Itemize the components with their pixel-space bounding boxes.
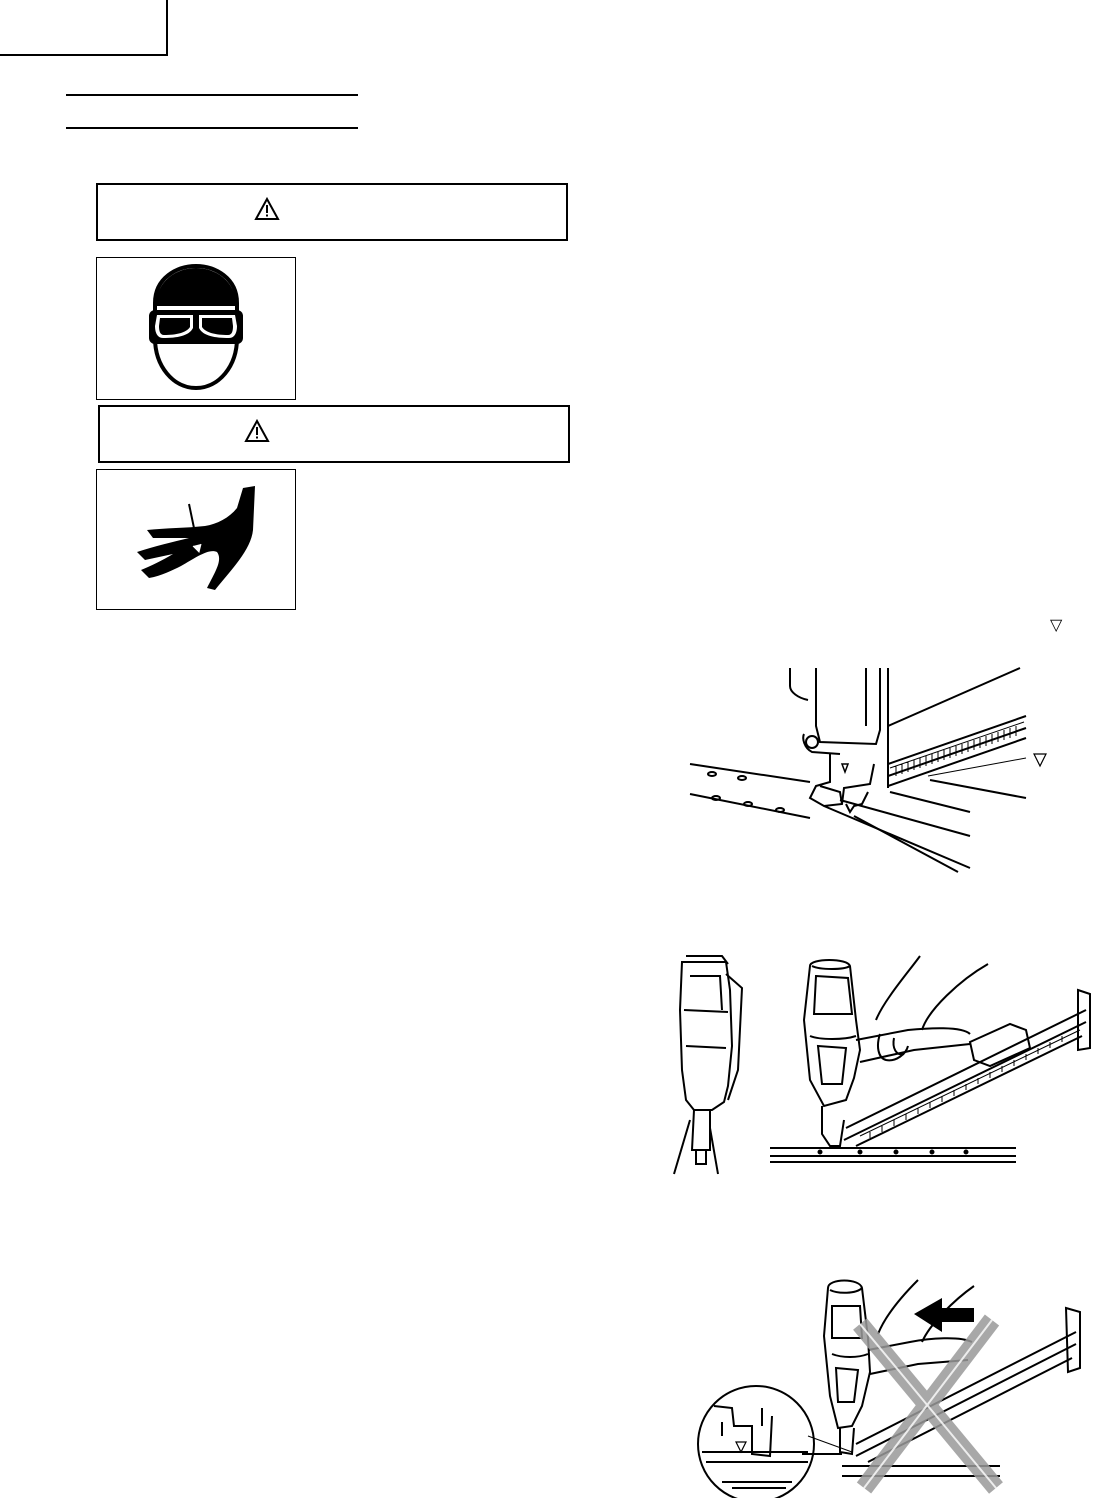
warning-banner-1 [96,183,568,241]
hand-puncture-icon [97,470,295,609]
safety-goggles-icon [97,258,295,399]
figure-nailer-tip [690,668,1050,878]
figure-nailer-wrong-use [692,1276,1082,1498]
triangle-marker: ▽ [1050,617,1063,634]
triangle-marker-figure [1034,754,1046,766]
page-number-box [0,0,168,56]
warning-triangle-icon [254,197,280,221]
figure-nailer-views [670,950,1090,1178]
section-title-underline-1 [66,94,358,96]
section-title-underline-2 [66,127,358,129]
warning-banner-2 [98,405,570,463]
warning-triangle-icon [244,419,270,443]
arrow-left-icon [914,1298,974,1332]
pictogram-safety-goggles [96,257,296,400]
pictogram-hand-puncture [96,469,296,610]
